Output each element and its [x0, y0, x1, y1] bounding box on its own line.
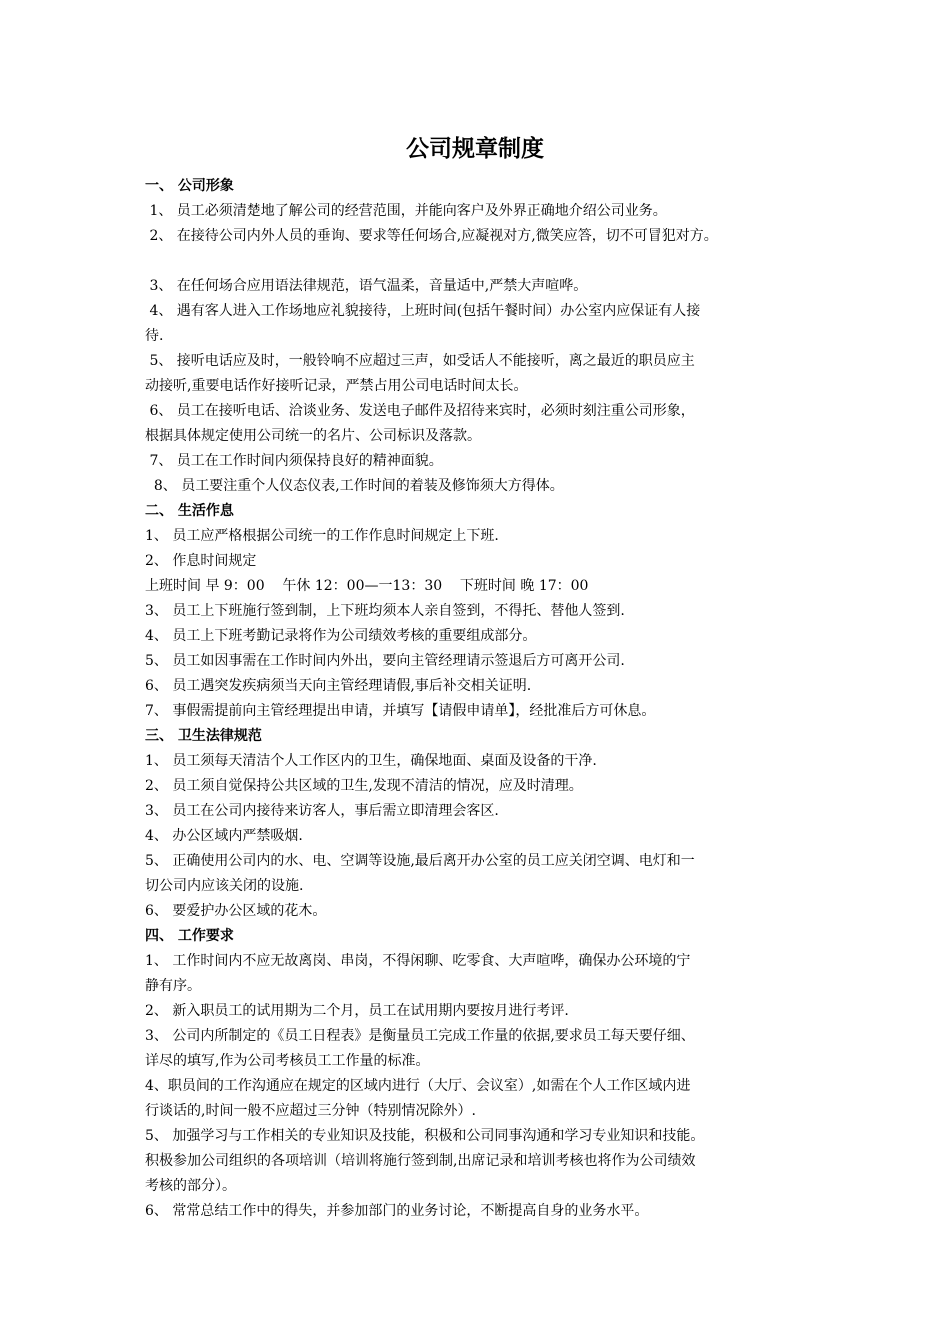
paragraph-line: 5、 接听电话应及时，一般铃响不应超过三声，如受话人不能接听，离之最近的职员应主 [145, 353, 695, 369]
paragraph-line: 2、 新入职员工的试用期为二个月，员工在试用期内要按月进行考评. [145, 1003, 569, 1019]
paragraph-line: 动接听,重要电话作好接听记录，严禁占用公司电话时间太长。 [145, 378, 528, 394]
paragraph-line: 4、 员工上下班考勤记录将作为公司绩效考核的重要组成部分。 [145, 628, 537, 644]
paragraph-line: 3、 在任何场合应用语法律规范，语气温柔，音量适中,严禁大声喧哗。 [145, 278, 588, 294]
paragraph-line: 5、 员工如因事需在工作时间内外出，要向主管经理请示签退后方可离开公司. [145, 653, 625, 669]
paragraph-line: 考核的部分）。 [145, 1178, 236, 1194]
section-hygiene-rules [145, 724, 825, 924]
paragraph-line: 待. [145, 328, 164, 344]
document-title: 公司规章制度 [406, 136, 544, 162]
paragraph-line: 1、 员工必须清楚地了解公司的经营范围，并能向客户及外界正确地介绍公司业务。 [145, 203, 667, 219]
blank-line [145, 249, 825, 274]
paragraph-line: 2、 员工须自觉保持公共区域的卫生,发现不清洁的情况，应及时清理。 [145, 778, 583, 794]
paragraph-line: 3、 员工在公司内接待来访客人，事后需立即清理会客区. [145, 803, 499, 819]
paragraph-line: 1、 工作时间内不应无故离岗、串岗，不得闲聊、吃零食、大声喧哗，确保办公环境的宁 [145, 953, 691, 969]
section-heading: 一、 公司形象 [145, 178, 234, 194]
paragraph-line: 5、 正确使用公司内的水、电、空调等设施,最后离开办公室的员工应关闭空调、电灯和一 [145, 853, 695, 869]
document-body [145, 174, 825, 1224]
section-heading: 二、 生活作息 [145, 503, 234, 519]
paragraph-line: 4、 遇有客人进入工作场地应礼貌接待，上班时间(包括午餐时间）办公室内应保证有人接 [145, 303, 701, 319]
paragraph-line: 4、职员间的工作沟通应在规定的区域内进行（大厅、会议室）,如需在个人工作区域内进 [145, 1078, 691, 1094]
paragraph-line: 静有序。 [145, 978, 201, 994]
section-work-requirements [145, 924, 825, 1224]
section-daily-schedule [145, 499, 825, 724]
paragraph-line: 详尽的填写,作为公司考核员工工作量的标准。 [145, 1053, 430, 1069]
section-company-image [145, 174, 825, 499]
schedule-line: 上班时间 早 9：00 午休 12：00—一13：30 下班时间 晚 17：00 [145, 578, 589, 594]
section-heading: 三、 卫生法律规范 [145, 728, 262, 744]
paragraph-line: 5、 加强学习与工作相关的专业知识及技能，积极和公司同事沟通和学习专业知识和技能。 [145, 1128, 705, 1144]
section-heading: 四、 工作要求 [145, 928, 234, 944]
paragraph-line: 1、 员工须每天清洁个人工作区内的卫生，确保地面、桌面及设备的干净. [145, 753, 597, 769]
paragraph-line: 4、 办公区域内严禁吸烟. [145, 828, 303, 844]
paragraph-line: 2、 在接待公司内外人员的垂询、要求等任何场合,应凝视对方,微笑应答，切不可冒犯对方。 [145, 228, 718, 244]
paragraph-line: 3、 员工上下班施行签到制，上下班均须本人亲自签到，不得托、替他人签到. [145, 603, 625, 619]
paragraph-line: 积极参加公司组织的各项培训（培训将施行签到制,出席记录和培训考核也将作为公司绩效 [145, 1153, 696, 1169]
paragraph-line: 根据具体规定使用公司统一的名片、公司标识及落款。 [145, 428, 481, 444]
paragraph-line: 6、 常常总结工作中的得失，并参加部门的业务讨论，不断提高自身的业务水平。 [145, 1203, 649, 1219]
paragraph-line: 3、 公司内所制定的《员工日程表》是衡量员工完成工作量的依据,要求员工每天要仔细、 [145, 1028, 695, 1044]
paragraph-line: 6、 员工遇突发疾病须当天向主管经理请假,事后补交相关证明. [145, 678, 532, 694]
paragraph-line: 2、 作息时间规定 [145, 553, 257, 569]
paragraph-line: 切公司内应该关闭的设施. [145, 878, 304, 894]
paragraph-line: 7、 员工在工作时间内须保持良好的精神面貌。 [145, 453, 443, 469]
paragraph-line: 7、 事假需提前向主管经理提出申请，并填写【请假申请单】，经批准后方可休息。 [145, 703, 656, 719]
paragraph-line: 6、 员工在接听电话、洽谈业务、发送电子邮件及招待来宾时，必须时刻注重公司形象， [145, 403, 695, 419]
paragraph-line: 行谈话的,时间一般不应超过三分钟（特别情况除外）. [145, 1103, 476, 1119]
paragraph-line: 8、 员工要注重个人仪态仪表,工作时间的着装及修饰须大方得体。 [145, 478, 564, 494]
paragraph-line: 1、 员工应严格根据公司统一的工作作息时间规定上下班. [145, 528, 499, 544]
paragraph-line: 6、 要爱护办公区域的花木。 [145, 903, 327, 919]
